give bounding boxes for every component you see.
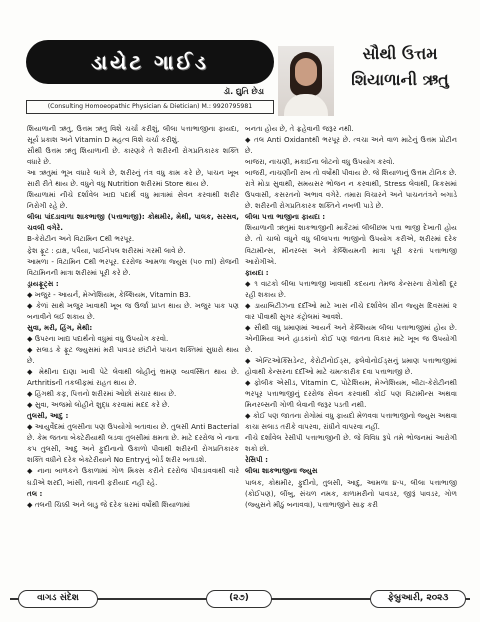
section-heading: સુવા, મરી, હિંગ, મેથી: <box>27 322 93 332</box>
paragraph: બનતા હોય છે, તે ફ્રહેવાની જરૂર નથી. <box>245 124 354 133</box>
section-heading: રેસિપી : <box>245 455 268 465</box>
author-photo <box>278 46 334 116</box>
paragraph: ◆ સલાડ કે ફ્રૂટ જ્યુસમાં મરી પાવડર છાંટીને પાચન શક્તિમાં સુધારો થાય છે. <box>27 344 239 365</box>
paragraph: ◆ નાના બાળકને ઉકાળામાં ગોળ મિક્સ કરીને દરરોજ પીવડાવવાથી વારે ઘડીએ શરદી, ખાંસી, તાવની ફરીયાદ નહીં રહે. <box>27 466 239 487</box>
paragraph: બાજરા, નાચણી, મકાઈના લોટનો વધુ ઉપયોગ કરવો. <box>245 157 395 167</box>
author-name: ડૉ. દ્યુતિ છેડા <box>223 87 264 96</box>
article-header <box>26 40 456 120</box>
section-heading: લીલા પાંદડાવાળા શાકભાજી (પત્તાભાજી): કોથમીર, મેથી, પાલક, સરસવ, ચવલી વગેરે. <box>27 212 239 233</box>
issue-date: ફેબ્રુઆરી, ૨૦૨૩ <box>370 590 466 608</box>
paragraph: શિયાળામાં નીચે દર્શાવેલ ખાદ્ય પદાર્થ વધુ માત્રામાં સેવન કરવાથી શરીર નિરોગી રહે છે. <box>27 190 239 211</box>
paragraph: નીચે દર્શાવેલ રેસીપી પત્તાભાજીની છે. જે વિવિધ રૂપે તમે ભોજનમાં આરોગી શકો છો. <box>245 433 457 454</box>
column-title: ડાયેટ ગાઈડ <box>91 50 209 74</box>
article-title-line2: શિયાળાની ઋતુ <box>351 70 449 89</box>
paragraph: આમળા - વિટામિન Cથી ભરપૂર. દરરોજ આમળા જ્યુસ (૫૦ ml) રોજની વિટામિનની માત્રા શરીરમાં પૂરી કરે છે. <box>27 256 239 277</box>
paragraph: આ ઋતુમાં ભૂખ વધારે લાગે છે, શરીરનું તંત્ર વધુ કામ કરે છે, પાચન ખૂબ સારી રીતે થાય છે. વધુને વધુ Nutrition શરીરમાં Store થાય છે. <box>27 168 239 189</box>
paragraph: શિયાળાની ઋતુમાં શાકભાજીની માર્કેટમાં લીલીછમ પત્તા ભાજી દેખાતી હોય છે. તો ચાલો વધુને વધુ લીલાપત્તા ભાજીનો ઉપયોગ કરીએ, શરીરમાં દરેક વિટામીન્સ, મીનરલ્સ અને કેલ્શિયમની માત્રા પૂરી કરતાં પત્તાભાજી આરોગીએ. <box>245 223 457 266</box>
paragraph: ફેશ ફ્રૂટ : દ્રાક્ષ, પપૈયા, પાઈનેપલ શરીરમાં ગરમી લાવે છે. <box>27 245 186 255</box>
paragraph: ◆ ઉપરના ખાદ્ય પદાર્થનો વધુમાં વધુ ઉપયોગ કરવો. <box>27 333 169 343</box>
column-banner <box>26 40 274 84</box>
section-heading: તુલસી, આદુ : <box>27 411 69 421</box>
paragraph: B-કેરોટીન અને વિટામિન Cથી ભરપૂર. <box>27 234 135 244</box>
paragraph: ◆ ફોલીક એસીડ, Vitamin C, પોટેશિયમ, મેગ્નેશિયમ, બીટા-કેરોટીનથી ભરપૂર પત્તાભાજીનું દરરોજ સેવન કરવાથી કોઈ પણ વિટામીન્સ અથવા મિનરલ્સની ગોળી લેવાની જરૂર પડતી નથી. <box>245 378 457 410</box>
paragraph: બાજરી, નાચણીની રાબ તો વર્ષોથી પીવાય છે. જે શિયાળાનું ઉત્તમ ટોનિક છે. <box>245 168 457 178</box>
section-heading: ડ્રાયફ્રૂટ્સ : <box>27 278 59 288</box>
page-number: (૨૭) <box>206 590 272 608</box>
paragraph: ◆ તલની ચિક્કી અને લાડુ જે દરેક ઘરમાં વર્ષોથી શિયાળામાં <box>27 499 191 509</box>
article-title-line1: સૌથી ઉત્તમ <box>362 44 438 63</box>
paragraph: ◆ એન્ટિઓક્સિડેન્ટ, કેરોટીનોઈડ્સ, ફ્લેવોનોઈડ્સનું પ્રમાણ પત્તાભાજીમાં હોવાથી કેન્સરના દર્દીઓ માટે ચમત્કારીક દવા પત્તાભાજી છે. <box>245 355 457 377</box>
paragraph: ◆ કોઈ પણ જાતના રોગોમાં વધુ ફાયદો મેળવવા પત્તાભાજીનો જ્યુસ અથવા કાચા સલાડ તરીકે વાપરવા, રાંધીને વાપરવા નહીં. <box>245 411 457 432</box>
paragraph: ◆ હિંગથી કફ, પિત્તનો શરીરમાં ઓછો સંચાર થાય છે. <box>27 389 177 399</box>
publication-name: વાગડ સંદેશ <box>18 590 98 608</box>
paragraph: પાલક, કોથમીર, ફુદીનો, તુલસી, આદુ, આમળા ૪-૫, લીલા પત્તાભાજી (કોઈપણ), લીંબુ, સંચળ નમક, કાળામરીનો પાવડર, જીરૂં પાવડર, ગોળ (જ્યુસને મીઠું બનાવવા), પત્તાભાજીને સાફ કરી <box>245 477 457 509</box>
paragraph: સૌથી ઉત્તમ ઋતુ શિયાળાની છે. કારણકે તે શરીરની રોગપ્રતિકારક શક્તિ વધારે છે. <box>27 146 239 167</box>
paragraph: ◆ ૧ વાટકો લીલા પત્તાભાજી ખાવાથી કદયના તેમજ કેન્સરના રોગોથી દૂર રહી શકાય છે. <box>245 278 457 299</box>
article-title <box>340 42 460 94</box>
paragraph: શિયાળાની ઋતુ, ઉત્તમ ઋતુ વિશે ચર્ચા કરીશું, લીલા પત્તાભાજીના ફાયદા, સૂર્ય પ્રકાશ અને Vitamin D મહત્વ વિશે ચર્ચા કરીશું. <box>27 124 239 145</box>
section-heading: ફાયદા : <box>245 267 269 277</box>
section-heading: લીલા પત્તા ભાજીના ફાયદા : <box>245 212 326 222</box>
section-heading: લીલા શાકભાજીના જ્યુસ <box>245 466 318 476</box>
paragraph: ◆ તલ Anti Oxidantથી ભરપૂર છે. ત્વચા અને વાળ માટેનું ઉત્તમ પ્રોટીન છે. <box>245 135 457 156</box>
author-credentials: (Consulting Homoeopathic Physician & Dietician) M.: 9920795981 <box>26 100 274 114</box>
paragraph: ◆ ખજુર - આયર્ન, મેગ્નેશિયમ, કેલ્શિયમ, Vitamin B3. <box>27 289 191 299</box>
text-column-right <box>245 123 457 510</box>
paragraph: ◆ સુવા, અજમો લોહીને શુદ્ધ કરવામાં મદદ કરે છે. <box>27 400 170 410</box>
paragraph: ◆ સૌથી વધુ પ્રમાણમાં આયર્ન અને કેલ્શિયમ લીલા પત્તાભાજીમાં હોય છે. એનીમિયા અને હાડકાંનો કોઈ પણ જાતના વિકાર માટે ખૂબ જ ઉપયોગી છે. <box>245 322 457 354</box>
paragraph: ◆ આયુર્વેદમાં તુલસીના પણ ઉપયોગો બતાવાય છે. તુલસી Anti Bacterial છે. કેમ જતના બેક્ટેરીયાથી લડવા તુલસીમાં ક્ષમતા છે. માટે દરરોજ બે નાના કપ તુલસી, આદુ અને ફુદીનાનો ઉકાળો પીવાથી શરીરની રોગપ્રતિકારક શક્તિ વધીને દરેક બેક્ટેરીયાને No Entryનું બોર્ડ શરીર બતાડશે. <box>27 422 239 465</box>
paragraph: ◆ મેથીના દાણા ખાવી પેટે લેવાથી લોહીનું ભ્રમણ વ્યવસ્થિત થાય છે. Arthritisની તકલીફમાં રાહત થાય છે. <box>27 367 239 388</box>
page-footer <box>10 588 470 610</box>
paragraph: ◆ ડાયાબિટીઝના દર્દીઓ માટે ખાસ નીચે દર્શાવેલ ગ્રીન જ્યુસ દિવસમાં ૨ વાર પીવાથી સુગર કંટ્રોલમાં આવશે. <box>245 300 457 321</box>
section-heading: તલ : <box>27 488 43 498</box>
paragraph: રાત્રે મોડા સુવાથી, સમયસર ભોજન ન કરવાથી, Stress લેવાથી, ક્રિકસમાં ઉપવાસી, કસરતનો અભાવ વગેરે. તમારા વિચારને અને પાચનતંત્રને બગાડે છે. શરીરની રોગપ્રતિકારક શક્તિને નબળી પાડે છે. <box>245 179 457 211</box>
paragraph: ◆ કેળાં સાથે ખજુર ખાવાથી ખૂબ જ ઉર્જા પ્રાપ્ત થાય છે. ખજુર પાક પણ બનાવીને લઈ શકાય છે. <box>27 300 239 321</box>
text-column-left <box>27 123 239 510</box>
